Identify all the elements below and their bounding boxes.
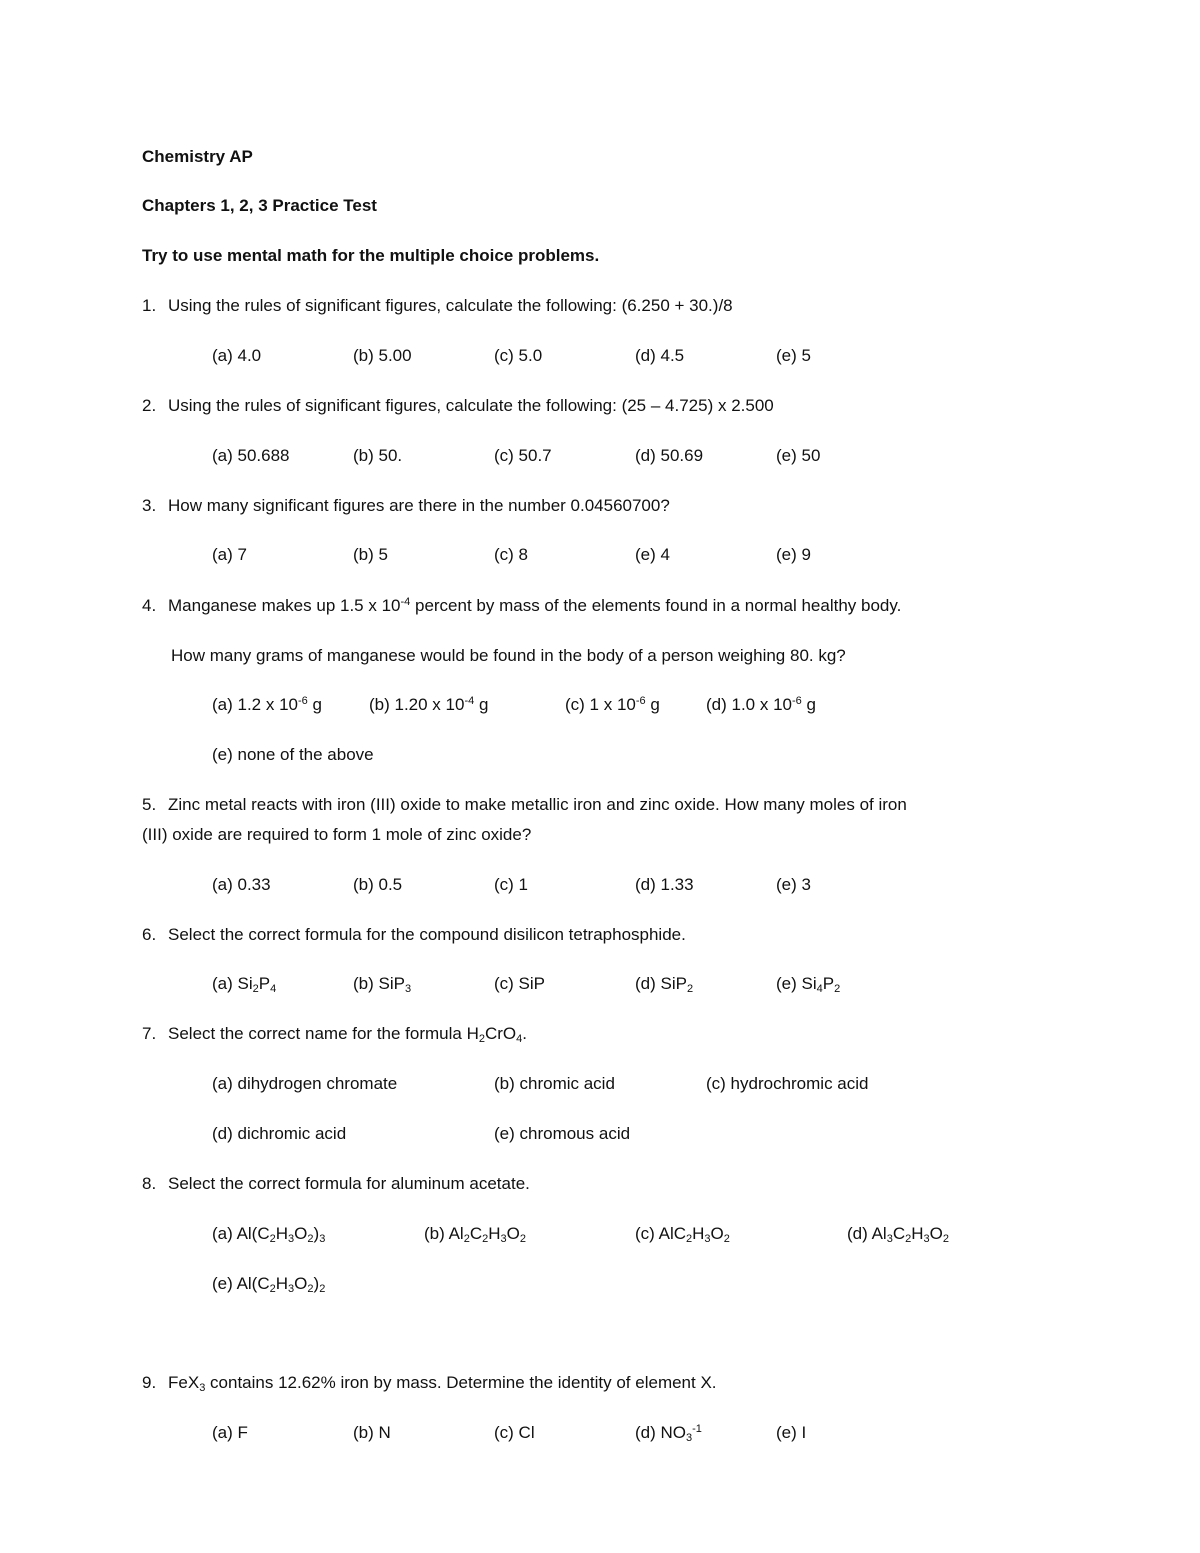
formula-part: H <box>488 1224 501 1243</box>
unit: g <box>474 695 489 714</box>
subscript: 2 <box>905 1233 912 1245</box>
option-label: (a) <box>212 1423 238 1442</box>
option-label: (a) <box>212 974 238 993</box>
q8-option-e <box>212 1273 325 1295</box>
q1-option-d: (d) 4.5 <box>635 346 685 365</box>
subscript: 3 <box>319 1233 326 1245</box>
q6-option-a <box>212 973 276 995</box>
q5-option-c: (c) 1 <box>494 875 528 894</box>
question-9 <box>142 1372 717 1394</box>
option-label: (a) <box>212 1224 237 1243</box>
q2-option-c: (c) 50.7 <box>494 446 552 465</box>
formula-part: I <box>801 1423 807 1442</box>
subscript: 3 <box>500 1233 507 1245</box>
exponent: -6 <box>635 695 646 707</box>
q6-option-d <box>635 973 693 995</box>
question-number: 7. <box>142 1024 157 1043</box>
option-label: (e) <box>776 974 802 993</box>
formula-part: O <box>294 1224 308 1243</box>
question-text: How many significant figures are there in the number 0.04560700? <box>168 496 670 515</box>
question-number: 5. <box>142 795 157 814</box>
q4-option-a <box>212 694 322 716</box>
q9-option-d <box>635 1422 702 1444</box>
exponent: -6 <box>298 695 308 707</box>
subscript: 4 <box>516 1033 523 1045</box>
subscript: 2 <box>319 1283 326 1295</box>
question-text: Zinc metal reacts with iron (III) oxide to make metallic iron and zinc oxide. How many moles of iron <box>168 795 907 814</box>
q4-option-c <box>565 694 660 716</box>
formula-part: NO <box>660 1423 686 1442</box>
formula-part: CrO <box>484 1024 517 1043</box>
question-7 <box>142 1023 527 1045</box>
question-number: 1. <box>142 296 157 315</box>
subscript: 3 <box>288 1233 295 1245</box>
question-number: 2. <box>142 396 157 415</box>
q4-option-e: (e) none of the above <box>212 745 374 764</box>
q7-option-e: (e) chromous acid <box>494 1124 631 1143</box>
q3-option-c: (c) 8 <box>494 545 528 564</box>
q8-option-b <box>424 1223 526 1245</box>
option-label: (b) <box>353 974 379 993</box>
question-4 <box>142 595 901 617</box>
option-label: (b) <box>353 1423 379 1442</box>
formula-part: C <box>892 1224 906 1243</box>
q8-option-d <box>847 1223 949 1245</box>
subscript: 2 <box>942 1233 949 1245</box>
formula-part: Si <box>237 974 253 993</box>
option-label: (c) <box>635 1224 659 1243</box>
course-title: Chemistry AP <box>142 147 253 166</box>
question-text: Using the rules of significant figures, calculate the following: (6.250 + 30.)/8 <box>168 296 733 315</box>
option-label: (d) <box>847 1224 872 1243</box>
subscript: 3 <box>404 983 412 995</box>
q3-option-a: (a) 7 <box>212 545 247 564</box>
q7-option-b: (b) chromic acid <box>494 1074 615 1093</box>
subscript: 2 <box>482 1233 489 1245</box>
q3-option-e: (e) 9 <box>776 545 811 564</box>
subscript: 2 <box>252 983 259 995</box>
subscript: 3 <box>923 1233 930 1245</box>
question-text: Select the correct formula for aluminum acetate. <box>168 1174 530 1193</box>
subscript: 2 <box>307 1233 314 1245</box>
q7-option-c: (c) hydrochromic acid <box>706 1074 869 1093</box>
question-text: Select the correct formula for the compound disilicon tetraphosphide. <box>168 925 686 944</box>
question-number: 6. <box>142 925 157 944</box>
q9-option-c <box>494 1422 535 1444</box>
formula-part: Al(C <box>236 1274 270 1293</box>
subscript: 3 <box>704 1233 711 1245</box>
exponent: -6 <box>792 695 802 707</box>
q6-option-e <box>776 973 840 995</box>
formula-part: N <box>378 1423 391 1442</box>
formula-part: SiP <box>378 974 405 993</box>
question-5 <box>142 794 907 816</box>
question-number: 8. <box>142 1174 157 1193</box>
subscript: 3 <box>199 1382 206 1394</box>
formula-part: F <box>237 1423 248 1442</box>
q3-option-b: (b) 5 <box>353 545 388 564</box>
q1-option-b: (b) 5.00 <box>353 346 412 365</box>
question-1 <box>142 295 733 317</box>
option-text: (d) 1.0 x 10 <box>706 695 792 714</box>
option-label: (c) <box>494 974 519 993</box>
option-label: (e) <box>212 1274 237 1293</box>
q6-option-b <box>353 973 411 995</box>
question-text-cont: percent by mass of the elements found in a normal healthy body. <box>410 596 902 615</box>
q4-option-b <box>369 694 488 716</box>
formula-part: P <box>822 974 835 993</box>
option-text: (a) 1.2 x 10 <box>212 695 298 714</box>
formula-part: P <box>258 974 271 993</box>
q6-option-c <box>494 973 545 995</box>
formula-part: Al <box>448 1224 464 1243</box>
q4-option-d <box>706 694 816 716</box>
formula-part: SiP <box>660 974 687 993</box>
q5-option-e: (e) 3 <box>776 875 811 894</box>
exponent: -4 <box>400 596 411 608</box>
unit: g <box>307 695 322 714</box>
question-text: Manganese makes up 1.5 x 10 <box>168 596 401 615</box>
q5-option-a: (a) 0.33 <box>212 875 271 894</box>
punctuation: . <box>522 1024 528 1043</box>
q9-option-e <box>776 1422 806 1444</box>
question-number: 3. <box>142 496 157 515</box>
formula-part: Al <box>871 1224 887 1243</box>
formula-part: O <box>506 1224 520 1243</box>
formula-part: Al(C <box>236 1224 270 1243</box>
q2-option-e: (e) 50 <box>776 446 821 465</box>
formula-part: ) <box>313 1224 320 1243</box>
option-label: (d) <box>635 1423 661 1442</box>
q3-option-d: (e) 4 <box>635 545 670 564</box>
formula-part: O <box>929 1224 943 1243</box>
subscript: 3 <box>686 1432 693 1444</box>
formula-part: Si <box>801 974 817 993</box>
formula-part: Cl <box>518 1423 535 1442</box>
question-text: Select the correct name for the formula H <box>168 1024 479 1043</box>
question-8 <box>142 1173 530 1195</box>
question-text: Using the rules of significant figures, calculate the following: (25 – 4.725) x 2.500 <box>168 396 774 415</box>
q7-option-a: (a) dihydrogen chromate <box>212 1074 398 1093</box>
question-number: 4. <box>142 596 157 615</box>
q5-option-d: (d) 1.33 <box>635 875 694 894</box>
q2-option-a: (a) 50.688 <box>212 446 290 465</box>
formula-part: FeX <box>168 1373 200 1392</box>
q7-option-d: (d) dichromic acid <box>212 1124 347 1143</box>
formula-part: H <box>275 1224 289 1243</box>
option-text: (c) 1 x 10 <box>565 695 636 714</box>
subscript: 2 <box>269 1283 276 1295</box>
question-text: contains 12.62% iron by mass. Determine the identity of element X. <box>205 1373 717 1392</box>
subscript: 2 <box>519 1233 526 1245</box>
question-4-line-2: How many grams of manganese would be found in the body of a person weighing 80. kg? <box>171 646 846 665</box>
exponent: -4 <box>464 695 475 707</box>
option-label: (b) <box>424 1224 449 1243</box>
q1-option-c: (c) 5.0 <box>494 346 543 365</box>
test-title: Chapters 1, 2, 3 Practice Test <box>142 196 377 215</box>
formula-part: ) <box>313 1274 320 1293</box>
formula-part: SiP <box>518 974 546 993</box>
question-3 <box>142 495 670 517</box>
q2-option-d: (d) 50.69 <box>635 446 704 465</box>
subscript: 4 <box>816 983 823 995</box>
q8-option-a <box>212 1223 325 1245</box>
option-label: (c) <box>494 1423 519 1442</box>
q8-option-c <box>635 1223 730 1245</box>
q1-option-a: (a) 4.0 <box>212 346 262 365</box>
superscript: -1 <box>692 1423 702 1435</box>
subscript: 2 <box>269 1233 276 1245</box>
subscript: 2 <box>307 1283 314 1295</box>
subscript: 2 <box>463 1233 470 1245</box>
q1-option-e: (e) 5 <box>776 346 811 365</box>
formula-part: C <box>469 1224 483 1243</box>
option-label: (d) <box>635 974 661 993</box>
formula-part: O <box>710 1224 724 1243</box>
subscript: 2 <box>686 1233 693 1245</box>
formula-part: H <box>275 1274 289 1293</box>
question-6 <box>142 924 686 946</box>
instructions: Try to use mental math for the multiple choice problems. <box>142 246 600 265</box>
subscript: 3 <box>288 1283 295 1295</box>
unit: g <box>645 695 660 714</box>
subscript: 4 <box>270 983 277 995</box>
formula-part: O <box>294 1274 308 1293</box>
question-2 <box>142 395 774 417</box>
unit: g <box>801 695 816 714</box>
formula-part: H <box>911 1224 924 1243</box>
subscript: 3 <box>886 1233 893 1245</box>
formula-part: AlC <box>658 1224 687 1243</box>
subscript: 2 <box>686 983 694 995</box>
q9-option-b <box>353 1422 391 1444</box>
q9-option-a <box>212 1422 248 1444</box>
formula-part: H <box>692 1224 705 1243</box>
option-label: (e) <box>776 1423 802 1442</box>
subscript: 2 <box>834 983 841 995</box>
q5-option-b: (b) 0.5 <box>353 875 403 894</box>
subscript: 2 <box>723 1233 730 1245</box>
option-text: (b) 1.20 x 10 <box>369 695 465 714</box>
question-5-line-2: (III) oxide are required to form 1 mole of zinc oxide? <box>142 825 532 844</box>
subscript: 2 <box>478 1033 485 1045</box>
question-number: 9. <box>142 1373 157 1392</box>
q2-option-b: (b) 50. <box>353 446 403 465</box>
